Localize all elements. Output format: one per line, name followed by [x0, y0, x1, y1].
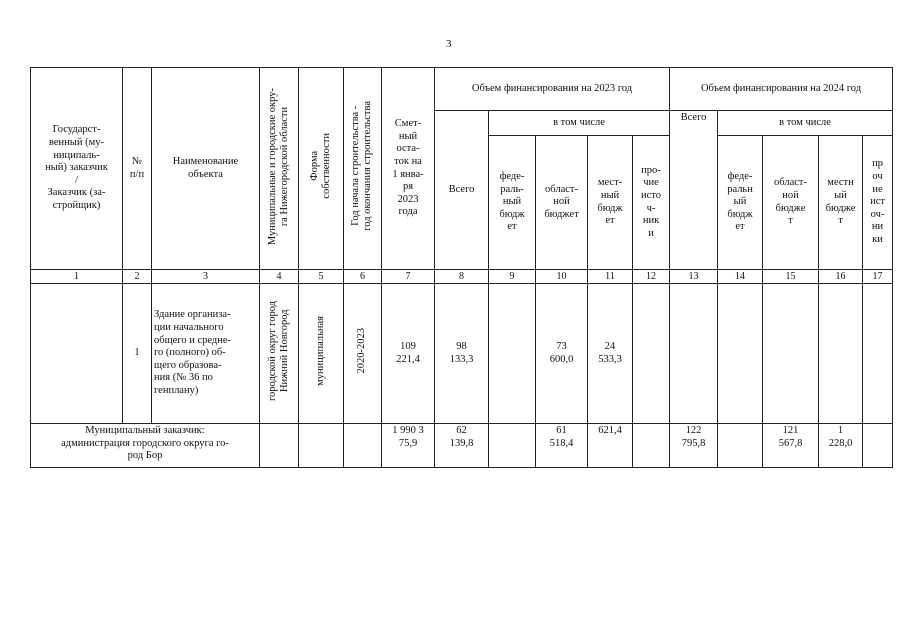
total-federal-2024 — [718, 424, 763, 468]
total-local-2023: 621,4 — [588, 424, 633, 468]
header-total-2023: Всего — [435, 111, 489, 270]
header-other-2024: пр оч ие ист оч- ни ки — [863, 136, 893, 270]
column-number: 16 — [819, 270, 863, 284]
column-number: 9 — [489, 270, 536, 284]
column-number: 8 — [435, 270, 489, 284]
column-number: 6 — [344, 270, 382, 284]
total-total-2024: 122 795,8 — [670, 424, 718, 468]
header-object-name: Наименование объекта — [152, 68, 260, 270]
column-number: 2 — [123, 270, 152, 284]
header-other-2023: про- чие исто ч- ник и — [633, 136, 670, 270]
object-years-text: 2020-2023 — [356, 328, 368, 374]
total-label: Муниципальный заказчик: администрация городского округа го- род Бор — [31, 424, 260, 468]
header-fin-2024: Объем финансирования на 2024 год — [670, 68, 893, 111]
total-years — [344, 424, 382, 468]
object-other-2023 — [633, 284, 670, 424]
header-customer: Государст- венный (му- ниципаль- ный) заказчик / Заказчик (за- стройщик) — [31, 68, 123, 270]
header-ownership — [299, 68, 344, 270]
column-number: 14 — [718, 270, 763, 284]
column-number: 5 — [299, 270, 344, 284]
object-num: 1 — [123, 284, 152, 424]
header-including-2023: в том числе — [489, 111, 670, 136]
column-number: 10 — [536, 270, 588, 284]
header-years-text: Год начала строительства - год окончания строительства — [350, 101, 374, 232]
object-estimate: 109 221,4 — [382, 284, 435, 424]
object-federal-2024 — [718, 284, 763, 424]
header-total-2024: Всего — [670, 111, 718, 270]
column-number: 4 — [260, 270, 299, 284]
total-estimate: 1 990 3 75,9 — [382, 424, 435, 468]
total-ownership — [299, 424, 344, 468]
column-number: 7 — [382, 270, 435, 284]
table-row-total — [31, 424, 893, 468]
object-total-2024 — [670, 284, 718, 424]
header-num: № п/п — [123, 68, 152, 270]
column-number: 15 — [763, 270, 819, 284]
total-regional-2023: 61 518,4 — [536, 424, 588, 468]
column-number: 12 — [633, 270, 670, 284]
total-federal-2023 — [489, 424, 536, 468]
header-local-2024: местн ый бюдже т — [819, 136, 863, 270]
object-customer — [31, 284, 123, 424]
total-other-2024 — [863, 424, 893, 468]
object-municipality-text: городской округ город Нижний Новгород — [266, 301, 290, 402]
object-local-2024 — [819, 284, 863, 424]
header-municipality — [260, 68, 299, 270]
column-number-row — [31, 270, 893, 284]
object-total-2023: 98 133,3 — [435, 284, 489, 424]
header-estimate: Смет- ный оста- ток на 1 янва- ря 2023 года — [382, 68, 435, 270]
total-local-2024: 1 228,0 — [819, 424, 863, 468]
object-ownership — [299, 284, 344, 424]
page-number: 3 — [446, 38, 452, 50]
object-name: Здание организа- ции начального общего и средне- го (полного) об- щего образова- ния (№ 36 по генплану) — [152, 284, 260, 424]
object-federal-2023 — [489, 284, 536, 424]
total-regional-2024: 121 567,8 — [763, 424, 819, 468]
header-regional-2024: област- ной бюдже т — [763, 136, 819, 270]
column-number: 11 — [588, 270, 633, 284]
table-row-object — [31, 284, 893, 424]
object-local-2023: 24 533,3 — [588, 284, 633, 424]
total-other-2023 — [633, 424, 670, 468]
column-number: 13 — [670, 270, 718, 284]
header-federal-2024: феде- ральн ый бюдж ет — [718, 136, 763, 270]
object-municipality — [260, 284, 299, 424]
object-regional-2024 — [763, 284, 819, 424]
object-ownership-text: муниципальная — [314, 316, 326, 387]
object-other-2024 — [863, 284, 893, 424]
column-number: 1 — [31, 270, 123, 284]
header-including-2024: в том числе — [718, 111, 893, 136]
object-regional-2023: 73 600,0 — [536, 284, 588, 424]
header-regional-2023: област- ной бюджет — [536, 136, 588, 270]
header-local-2023: мест- ный бюдж ет — [588, 136, 633, 270]
header-municipality-text: Муниципальные и городские окру- га Нижегородской области — [266, 87, 290, 245]
financing-table — [30, 67, 893, 468]
total-total-2023: 62 139,8 — [435, 424, 489, 468]
header-ownership-text: Форма собственности — [308, 133, 332, 200]
total-municipality — [260, 424, 299, 468]
object-years — [344, 284, 382, 424]
header-federal-2023: феде- раль- ный бюдж ет — [489, 136, 536, 270]
column-number: 3 — [152, 270, 260, 284]
header-years — [344, 68, 382, 270]
column-number: 17 — [863, 270, 893, 284]
header-fin-2023: Объем финансирования на 2023 год — [435, 68, 670, 111]
